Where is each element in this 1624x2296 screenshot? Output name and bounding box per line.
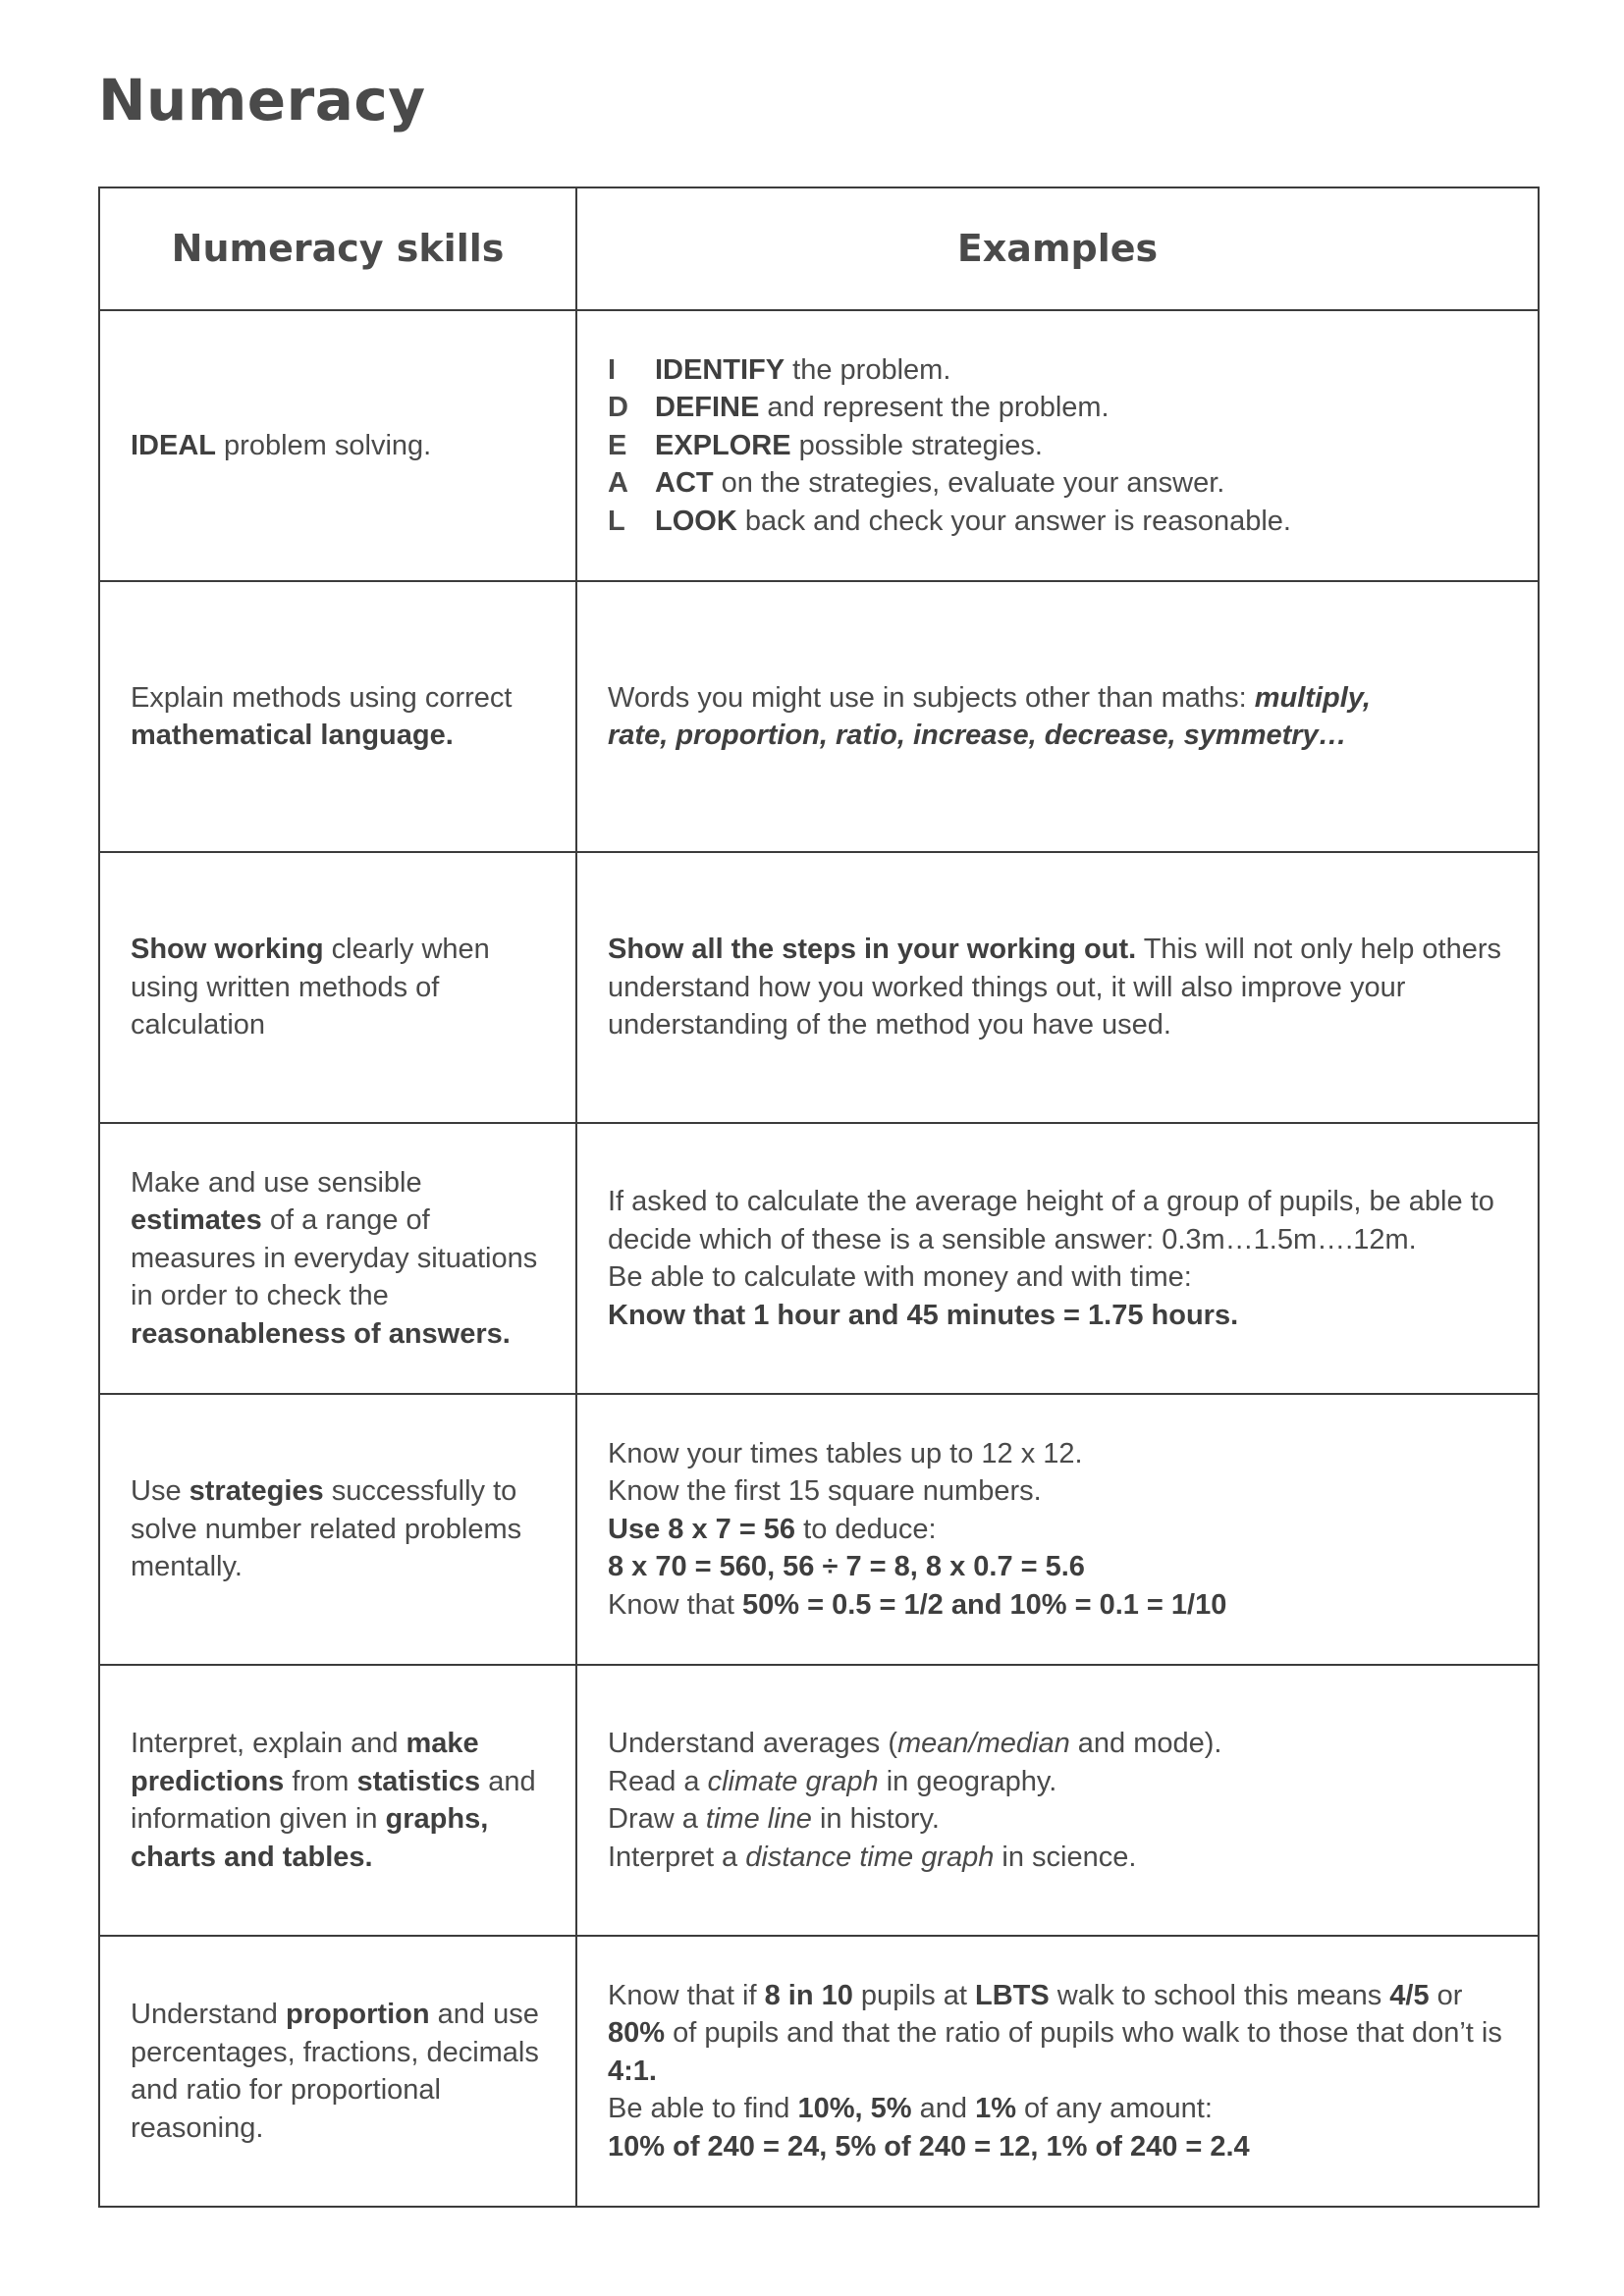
skill-text-segment: mathematical language. <box>131 720 454 751</box>
table-header-row <box>99 187 1539 310</box>
ideal-step-rest: the problem. <box>785 353 951 386</box>
skill-text-segment: graphs, charts and tables. <box>131 1803 489 1873</box>
example-line <box>608 1839 1518 1877</box>
example-text-segment: Show all the steps in your working out. <box>608 934 1137 966</box>
example-line <box>608 1435 1518 1473</box>
example-text-segment: If asked to calculate the average height of a group of pupils, be able to decide which of these is a sensible answer: 0.3m…1.5m….12m. <box>608 1186 1494 1255</box>
example-line <box>608 1183 1518 1258</box>
example-text-segment: 80% <box>608 2017 666 2050</box>
ideal-step-rest: on the strategies, evaluate your answer. <box>713 467 1225 500</box>
ideal-keyword: IDENTIFY <box>655 353 785 386</box>
example-text-segment: Interpret a <box>608 1841 746 1873</box>
example-text-segment: Know the first 15 square numbers. <box>608 1475 1042 1508</box>
skill-text-segment: statistics <box>356 1765 481 1797</box>
ideal-keyword: LOOK <box>655 505 737 537</box>
ideal-letter: D <box>608 392 628 424</box>
example-text-segment: 8 x 70 = 560, 56 ÷ 7 = 8, 8 x 0.7 = 5.6 <box>608 1551 1085 1583</box>
example-text-segment: 4/5 <box>1389 1979 1430 2011</box>
ideal-keyword: ACT <box>655 467 714 500</box>
numeracy-table <box>98 187 1540 2208</box>
example-text-segment: Know that 1 hour and 45 minutes = 1.75 hours. <box>608 1299 1239 1331</box>
ideal-step <box>608 351 1518 390</box>
example-text-segment: 8 in 10 <box>764 1979 853 2011</box>
ideal-step-text <box>655 427 1043 465</box>
skill-text-segment: Explain methods using correct <box>131 681 513 714</box>
example-text-segment: rate, proportion, ratio, increase, decrease, symmetry… <box>608 720 1347 751</box>
skill-cell <box>99 852 576 1123</box>
example-text-segment: This will not only help others understand how you worked things out, it will also improve your understanding of the method you have used. <box>608 934 1501 1041</box>
example-text-segment: and mode). <box>1069 1728 1222 1759</box>
example-cell <box>576 1936 1539 2207</box>
skill-cell <box>99 310 576 581</box>
example-text-segment: 50% = 0.5 = 1/2 and 10% = 0.1 = 1/10 <box>742 1588 1227 1621</box>
skill-text-segment: from <box>284 1765 357 1797</box>
skill-text-segment: clearly when using written methods of calculation <box>131 934 490 1041</box>
example-text-segment: of any amount: <box>1015 2093 1213 2125</box>
table-row <box>99 1394 1539 1665</box>
table-row <box>99 1936 1539 2207</box>
skill-text-segment: reasonableness of answers. <box>131 1317 511 1350</box>
example-cell <box>576 852 1539 1123</box>
ideal-letter: I <box>608 353 617 386</box>
skill-text-segment: problem solving. <box>216 429 432 461</box>
skill-text-segment: proportion <box>286 1999 430 2030</box>
example-text-segment: of pupils and that the ratio of pupils who walk to those that don’t is <box>665 2017 1502 2050</box>
skill-text-segment: estimates <box>131 1204 262 1237</box>
skill-text-segment: Interpret, explain and <box>131 1728 406 1759</box>
ideal-step <box>608 464 1518 503</box>
example-text-segment: or <box>1429 1979 1463 2011</box>
skill-cell <box>99 1665 576 1936</box>
example-line <box>608 1725 1518 1763</box>
skill-text-segment: successfully to solve number related problems mentally. <box>131 1475 522 1583</box>
ideal-step <box>608 427 1518 465</box>
example-text-segment: Read a <box>608 1765 708 1797</box>
ideal-step-text <box>655 389 1110 427</box>
skill-text-segment: make predictions <box>131 1728 479 1797</box>
skill-text-segment: Show working <box>131 934 324 966</box>
ideal-step <box>608 503 1518 541</box>
column-header-skills: Numeracy skills <box>99 187 576 310</box>
skill-text-segment: Understand <box>131 1999 286 2030</box>
table-row <box>99 581 1539 852</box>
skill-text-segment: and use percentages, fractions, decimals and ratio for proportional reasoning. <box>131 1999 539 2144</box>
skill-cell <box>99 1394 576 1665</box>
example-line <box>608 1548 1518 1586</box>
ideal-step-text <box>655 464 1224 503</box>
skill-text-segment: Make and use sensible <box>131 1166 422 1199</box>
example-line <box>608 1586 1518 1625</box>
example-line <box>608 2090 1518 2128</box>
ideal-step-rest: possible strategies. <box>790 429 1043 461</box>
ideal-letter: A <box>608 467 628 500</box>
skill-text-segment: IDEAL <box>131 429 216 461</box>
example-line <box>608 1472 1518 1511</box>
example-text-segment: Use 8 x 7 = 56 <box>608 1513 796 1545</box>
example-text-segment: Understand averages ( <box>608 1728 897 1759</box>
example-line <box>608 1800 1518 1839</box>
example-line <box>608 1258 1518 1297</box>
example-text-segment: to deduce: <box>795 1513 937 1545</box>
example-text-segment: mean/median <box>897 1728 1070 1759</box>
example-text-segment: Words you might use in subjects other than maths: <box>608 681 1255 714</box>
example-line <box>608 1297 1518 1335</box>
ideal-step-rest: and represent the problem. <box>759 392 1110 424</box>
ideal-keyword: EXPLORE <box>655 429 791 461</box>
example-cell <box>576 581 1539 852</box>
example-text-segment: Be able to calculate with money and with time: <box>608 1261 1192 1293</box>
page-title: Numeracy <box>98 67 426 133</box>
skill-cell <box>99 581 576 852</box>
ideal-step-rest: back and check your answer is reasonable. <box>736 505 1291 537</box>
example-line <box>608 1977 1518 2091</box>
ideal-step-text <box>655 351 950 390</box>
example-text-segment: pupils at <box>852 1979 976 2011</box>
example-cell <box>576 1123 1539 1394</box>
example-text-segment: 10% of 240 = 24, 5% of 240 = 12, 1% of 240 = 2.4 <box>608 2130 1250 2163</box>
example-line <box>608 717 1518 755</box>
example-text-segment: multiply, <box>1254 681 1371 714</box>
skill-cell <box>99 1936 576 2207</box>
ideal-letter: L <box>608 505 625 537</box>
table-row <box>99 1123 1539 1394</box>
example-text-segment: in history. <box>811 1803 940 1835</box>
example-text-segment: 1% <box>975 2093 1016 2125</box>
skill-text-segment: and information given in <box>131 1765 536 1835</box>
example-text-segment: and <box>911 2093 976 2125</box>
example-text-segment: 10%, 5% <box>797 2093 912 2125</box>
example-text-segment: Know your times tables up to 12 x 12. <box>608 1437 1083 1469</box>
skill-cell <box>99 1123 576 1394</box>
ideal-step-text <box>655 503 1291 541</box>
example-line <box>608 931 1518 1044</box>
example-text-segment: Know that if <box>608 1979 765 2011</box>
example-text-segment: distance time graph <box>745 1841 995 1873</box>
example-line <box>608 1763 1518 1801</box>
skill-text-segment: strategies <box>189 1475 324 1508</box>
example-cell <box>576 310 1539 581</box>
column-header-examples: Examples <box>576 187 1539 310</box>
skill-text-segment: of a range of measures in everyday situations in order to check the <box>131 1204 538 1312</box>
example-text-segment: LBTS <box>975 1979 1050 2011</box>
table-row <box>99 1665 1539 1936</box>
ideal-keyword: DEFINE <box>655 392 760 424</box>
example-text-segment: climate graph <box>707 1765 879 1797</box>
table-row <box>99 852 1539 1123</box>
example-text-segment: 4:1. <box>608 2055 657 2087</box>
example-text-segment: Be able to find <box>608 2093 798 2125</box>
example-line <box>608 679 1518 718</box>
example-text-segment: Draw a <box>608 1803 706 1835</box>
example-text-segment: in science. <box>994 1841 1137 1873</box>
skill-text-segment: Use <box>131 1475 189 1508</box>
example-text-segment: Know that <box>608 1588 743 1621</box>
example-cell <box>576 1665 1539 1936</box>
example-text-segment: walk to school this means <box>1049 1979 1390 2011</box>
ideal-step <box>608 389 1518 427</box>
example-line <box>608 2128 1518 2166</box>
example-text-segment: time line <box>705 1803 812 1835</box>
example-text-segment: in geography. <box>878 1765 1057 1797</box>
table-row <box>99 310 1539 581</box>
example-cell <box>576 1394 1539 1665</box>
ideal-letter: E <box>608 429 627 461</box>
example-line <box>608 1511 1518 1549</box>
